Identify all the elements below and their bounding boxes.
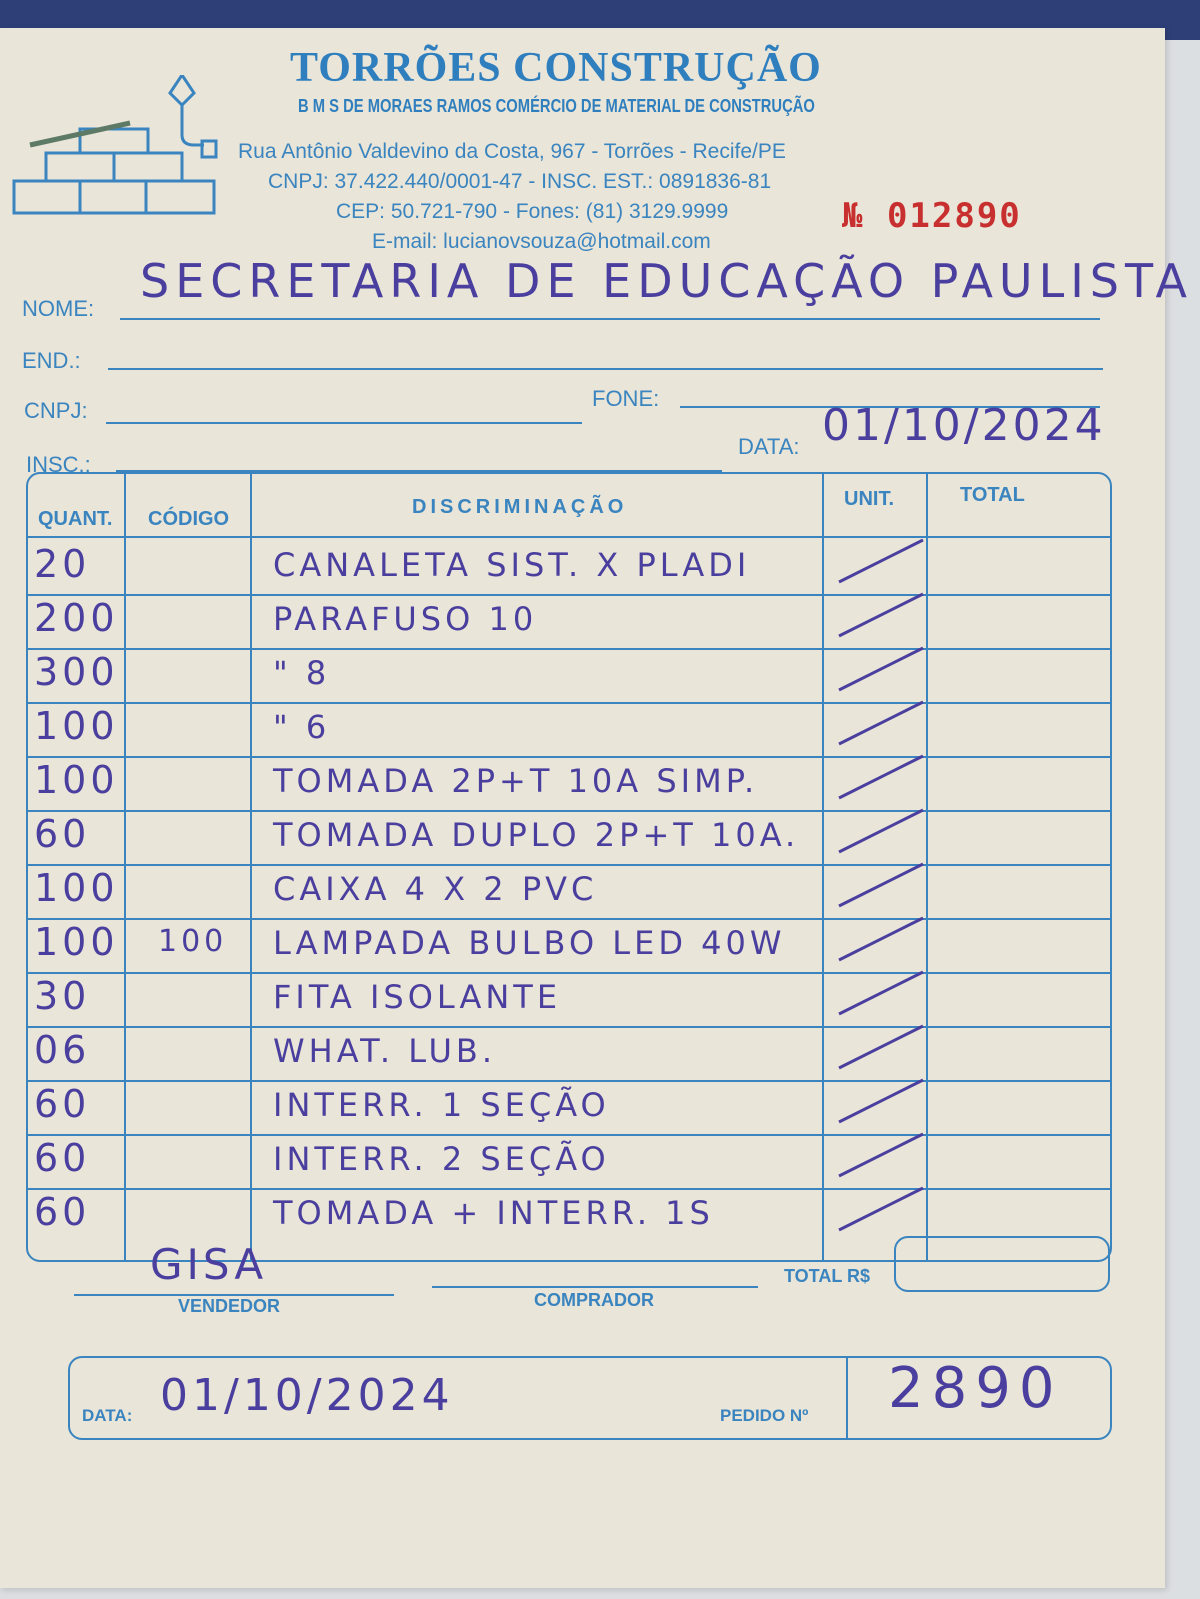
row-quantity: 60 bbox=[34, 1136, 91, 1180]
row-quantity: 60 bbox=[34, 1190, 91, 1234]
row-quantity: 100 bbox=[34, 704, 119, 748]
company-cnpj: CNPJ: 37.422.440/0001-47 - INSC. EST.: 0891836-81 bbox=[268, 170, 772, 193]
data-label: DATA: bbox=[738, 434, 800, 459]
checkmark-icon bbox=[833, 860, 943, 920]
table-row bbox=[28, 1080, 1110, 1134]
row-description: CANALETA SIST. X PLADI bbox=[273, 546, 751, 584]
table-row bbox=[28, 1026, 1110, 1080]
pedido-data-label: DATA: bbox=[82, 1406, 133, 1425]
pedido-value: 2890 bbox=[888, 1356, 1063, 1421]
fone-label: FONE: bbox=[592, 386, 660, 411]
row-quantity: 30 bbox=[34, 974, 91, 1018]
row-description: " 8 bbox=[273, 654, 331, 692]
vendedor-value: GISA bbox=[150, 1240, 268, 1289]
table-row bbox=[28, 810, 1110, 864]
company-name: TORRÕES CONSTRUÇÃO bbox=[290, 45, 822, 91]
row-description: TOMADA + INTERR. 1S bbox=[273, 1194, 714, 1232]
cnpj-line bbox=[106, 422, 582, 424]
checkmark-icon bbox=[833, 1130, 943, 1190]
row-description: INTERR. 1 SEÇÃO bbox=[273, 1086, 610, 1124]
header-unit: UNIT. bbox=[844, 488, 894, 510]
company-subtitle: B M S DE MORAES RAMOS COMÉRCIO DE MATERIAL DE CONSTRUÇÃO bbox=[298, 96, 815, 116]
pedido-data-value: 01/10/2024 bbox=[160, 1370, 454, 1421]
checkmark-icon bbox=[833, 752, 943, 812]
row-description: PARAFUSO 10 bbox=[273, 600, 538, 638]
row-description: TOMADA DUPLO 2P+T 10A. bbox=[273, 816, 800, 854]
table-row bbox=[28, 540, 1110, 594]
checkmark-icon bbox=[833, 698, 943, 758]
brick-wall-logo-icon bbox=[10, 75, 230, 220]
header-quant: QUANT. bbox=[38, 508, 113, 530]
header-codigo: CÓDIGO bbox=[148, 508, 230, 530]
table-row bbox=[28, 756, 1110, 810]
row-description: " 6 bbox=[273, 708, 331, 746]
table-row bbox=[28, 972, 1110, 1026]
table-row bbox=[28, 702, 1110, 756]
checkmark-icon bbox=[833, 806, 943, 866]
end-line bbox=[108, 368, 1103, 370]
nome-line bbox=[120, 318, 1100, 320]
total-label: TOTAL R$ bbox=[784, 1266, 871, 1286]
vendedor-label: VENDEDOR bbox=[178, 1296, 281, 1316]
row-quantity: 06 bbox=[34, 1028, 91, 1072]
items-table bbox=[26, 472, 1112, 1262]
total-box bbox=[894, 1236, 1110, 1292]
checkmark-icon bbox=[833, 590, 943, 650]
header-discriminacao: DISCRIMINAÇÃO bbox=[412, 496, 628, 518]
checkmark-icon bbox=[833, 1022, 943, 1082]
pedido-label: PEDIDO Nº bbox=[720, 1406, 809, 1425]
table-row bbox=[28, 1188, 1110, 1242]
data-value: 01/10/2024 bbox=[822, 400, 1106, 451]
checkmark-icon bbox=[833, 1184, 943, 1244]
row-description: FITA ISOLANTE bbox=[273, 978, 562, 1016]
nome-value: SECRETARIA DE EDUCAÇÃO PAULISTA bbox=[140, 254, 1193, 308]
row-code: 100 bbox=[158, 924, 228, 959]
cnpj-label: CNPJ: bbox=[24, 398, 88, 423]
checkmark-icon bbox=[833, 968, 943, 1028]
comprador-line bbox=[432, 1286, 758, 1288]
checkmark-icon bbox=[833, 644, 943, 704]
row-description: LAMPADA BULBO LED 40W bbox=[273, 924, 786, 962]
end-label: END.: bbox=[22, 348, 81, 373]
row-quantity: 20 bbox=[34, 542, 91, 586]
row-description: WHAT. LUB. bbox=[273, 1032, 496, 1070]
row-quantity: 100 bbox=[34, 920, 119, 964]
company-email: E-mail: lucianovsouza@hotmail.com bbox=[372, 230, 711, 253]
checkmark-icon bbox=[833, 536, 943, 596]
row-description: TOMADA 2P+T 10A SIMP. bbox=[273, 762, 759, 800]
row-quantity: 100 bbox=[34, 866, 119, 910]
table-row bbox=[28, 918, 1110, 972]
row-quantity: 100 bbox=[34, 758, 119, 802]
comprador-label: COMPRADOR bbox=[534, 1290, 654, 1310]
checkmark-icon bbox=[833, 914, 943, 974]
checkmark-icon bbox=[833, 1076, 943, 1136]
table-row bbox=[28, 594, 1110, 648]
row-quantity: 200 bbox=[34, 596, 119, 640]
nome-label: NOME: bbox=[22, 296, 95, 321]
row-description: CAIXA 4 X 2 PVC bbox=[273, 870, 598, 908]
document-number: № 012890 bbox=[842, 196, 1022, 236]
company-cep-phone: CEP: 50.721-790 - Fones: (81) 3129.9999 bbox=[336, 200, 729, 223]
table-row bbox=[28, 648, 1110, 702]
company-address: Rua Antônio Valdevino da Costa, 967 - Torrões - Recife/PE bbox=[238, 140, 786, 163]
row-quantity: 60 bbox=[34, 812, 91, 856]
row-quantity: 300 bbox=[34, 650, 119, 694]
table-row bbox=[28, 1134, 1110, 1188]
row-quantity: 60 bbox=[34, 1082, 91, 1126]
table-row bbox=[28, 864, 1110, 918]
header-total: TOTAL bbox=[960, 484, 1025, 506]
row-description: INTERR. 2 SEÇÃO bbox=[273, 1140, 610, 1178]
insc-label: INSC.: bbox=[26, 452, 91, 477]
